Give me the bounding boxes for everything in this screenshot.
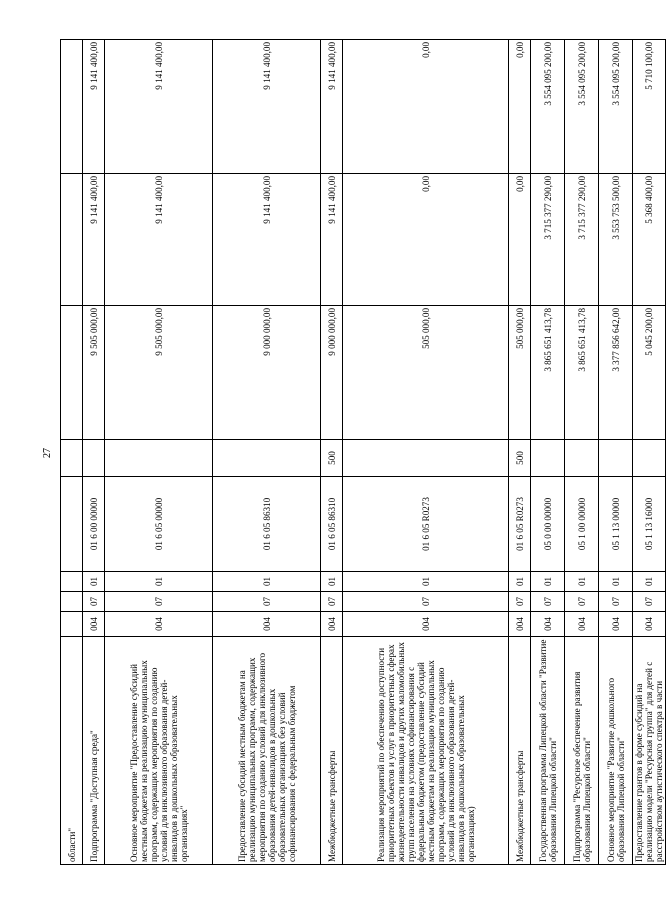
subsection-code: 01 (565, 572, 599, 592)
amount-year-2: 9 141 400,00 (213, 174, 321, 306)
table-row (83, 40, 105, 865)
admin-code: 004 (213, 612, 321, 637)
expense-type-code (599, 440, 633, 477)
section-code: 07 (213, 592, 321, 612)
row-description: области" (61, 637, 83, 865)
admin-code: 004 (633, 612, 666, 637)
page-number: 27 (42, 448, 53, 458)
admin-code: 004 (83, 612, 105, 637)
table-row (321, 40, 343, 865)
section-code: 07 (509, 592, 531, 612)
amount-year-3: 0,00 (343, 40, 509, 174)
expense-type-code (343, 440, 509, 477)
expense-type-code: 500 (321, 440, 343, 477)
target-item-code: 05 0 00 00000 (531, 477, 565, 572)
amount-year-1: 5 045 200,00 (633, 306, 666, 440)
subsection-code: 01 (633, 572, 666, 592)
expense-type-code (61, 440, 83, 477)
table-row (633, 40, 666, 865)
admin-code: 004 (509, 612, 531, 637)
target-item-code: 05 1 13 00000 (599, 477, 633, 572)
table-row (599, 40, 633, 865)
amount-year-1: 9 000 000,00 (321, 306, 343, 440)
admin-code: 004 (565, 612, 599, 637)
section-code: 07 (531, 592, 565, 612)
amount-year-2: 3 553 753 500,00 (599, 174, 633, 306)
admin-code: 004 (105, 612, 213, 637)
target-item-code (61, 477, 83, 572)
amount-year-3: 9 141 400,00 (321, 40, 343, 174)
amount-year-2: 9 141 400,00 (105, 174, 213, 306)
subsection-code: 01 (83, 572, 105, 592)
amount-year-1: 3 865 651 413,78 (531, 306, 565, 440)
amount-year-3: 9 141 400,00 (213, 40, 321, 174)
amount-year-2: 0,00 (509, 174, 531, 306)
row-description: Основное мероприятие "Предоставление субсидий местным бюджетам на реализацию муниципальных программ, содержащих мероприятия по созданию условий для инклюзивного образования детей-инвалидов в дошкольных образовательных организациях" (105, 637, 213, 865)
amount-year-3: 9 141 400,00 (83, 40, 105, 174)
section-code: 07 (105, 592, 213, 612)
expense-type-code (105, 440, 213, 477)
table-row (105, 40, 213, 865)
amount-year-2: 5 368 400,00 (633, 174, 666, 306)
section-code: 07 (599, 592, 633, 612)
row-description: Предоставление субсидий местным бюджетам на реализацию муниципальных программ, содержащих мероприятия по созданию условий для инклюзивного образования детей-инвалидов в дошкольных образовательных организациях без условий софинансирования с федеральным бюджетом (213, 637, 321, 865)
row-description: Межбюджетные трансферты (509, 637, 531, 865)
amount-year-1: 505 000,00 (509, 306, 531, 440)
subsection-code: 01 (509, 572, 531, 592)
amount-year-2: 0,00 (343, 174, 509, 306)
table-row (509, 40, 531, 865)
section-code: 07 (83, 592, 105, 612)
expense-type-code (213, 440, 321, 477)
row-description: Подпрограмма "Ресурсное обеспечение развития образования Липецкой области" (565, 637, 599, 865)
amount-year-2: 3 715 377 290,00 (565, 174, 599, 306)
amount-year-1: 3 377 856 642,00 (599, 306, 633, 440)
row-description: Межбюджетные трансферты (321, 637, 343, 865)
table-body (61, 40, 666, 865)
target-item-code: 01 6 05 R0273 (509, 477, 531, 572)
amount-year-2 (61, 174, 83, 306)
admin-code: 004 (321, 612, 343, 637)
target-item-code: 01 6 05 86310 (213, 477, 321, 572)
expense-type-code: 500 (509, 440, 531, 477)
subsection-code: 01 (599, 572, 633, 592)
budget-table (60, 39, 666, 865)
amount-year-2: 9 141 400,00 (83, 174, 105, 306)
row-description: Реализация мероприятий по обеспечению доступности приоритетных объектов и услуг в приоритетных сферах жизнедеятельности инвалидов и других маломобильных групп населения на условиях софинансирования с федеральным бюджетом (предоставление субсидий местным бюджетам на реализацию муниципальных программ, содержащих мероприятия по созданию условий для инклюзивного образования детей-инвалидов в дошкольных образовательных организациях) (343, 637, 509, 865)
subsection-code: 01 (213, 572, 321, 592)
amount-year-3 (61, 40, 83, 174)
row-description: Подпрограмма "Доступная среда" (83, 637, 105, 865)
admin-code (61, 612, 83, 637)
amount-year-3: 3 554 095 200,00 (565, 40, 599, 174)
amount-year-3: 9 141 400,00 (105, 40, 213, 174)
amount-year-1: 9 000 000,00 (213, 306, 321, 440)
target-item-code: 01 6 00 00000 (83, 477, 105, 572)
amount-year-3: 3 554 095 200,00 (531, 40, 565, 174)
subsection-code: 01 (531, 572, 565, 592)
subsection-code: 01 (343, 572, 509, 592)
amount-year-1: 9 505 000,00 (105, 306, 213, 440)
amount-year-3: 5 710 100,00 (633, 40, 666, 174)
expense-type-code (565, 440, 599, 477)
admin-code: 004 (599, 612, 633, 637)
rotated-table-container (60, 40, 664, 865)
section-code: 07 (565, 592, 599, 612)
section-code: 07 (633, 592, 666, 612)
target-item-code: 01 6 05 86310 (321, 477, 343, 572)
admin-code: 004 (531, 612, 565, 637)
target-item-code: 05 1 00 00000 (565, 477, 599, 572)
table-row (565, 40, 599, 865)
target-item-code: 01 6 05 00000 (105, 477, 213, 572)
expense-type-code (83, 440, 105, 477)
row-description: Государственная программа Липецкой области "Развитие образования Липецкой области" (531, 637, 565, 865)
table-row (61, 40, 83, 865)
section-code: 07 (321, 592, 343, 612)
row-description: Предоставление грантов в форме субсидий на реализацию модели "Ресурсная группа" для детей с расстройством аутистического спектра в части (633, 637, 666, 865)
section-code (61, 592, 83, 612)
target-item-code: 01 6 05 R0273 (343, 477, 509, 572)
expense-type-code (633, 440, 666, 477)
target-item-code: 05 1 13 16000 (633, 477, 666, 572)
amount-year-2: 3 715 377 290,00 (531, 174, 565, 306)
amount-year-2: 9 141 400,00 (321, 174, 343, 306)
subsection-code (61, 572, 83, 592)
row-description: Основное мероприятие "Развитие дошкольного образования Липецкой области" (599, 637, 633, 865)
amount-year-3: 0,00 (509, 40, 531, 174)
amount-year-1: 3 865 651 413,78 (565, 306, 599, 440)
expense-type-code (531, 440, 565, 477)
amount-year-1: 505 000,00 (343, 306, 509, 440)
admin-code: 004 (343, 612, 509, 637)
subsection-code: 01 (105, 572, 213, 592)
section-code: 07 (343, 592, 509, 612)
table-row (531, 40, 565, 865)
amount-year-3: 3 554 095 200,00 (599, 40, 633, 174)
amount-year-1: 9 505 000,00 (83, 306, 105, 440)
subsection-code: 01 (321, 572, 343, 592)
amount-year-1 (61, 306, 83, 440)
table-row (213, 40, 321, 865)
table-row (343, 40, 509, 865)
